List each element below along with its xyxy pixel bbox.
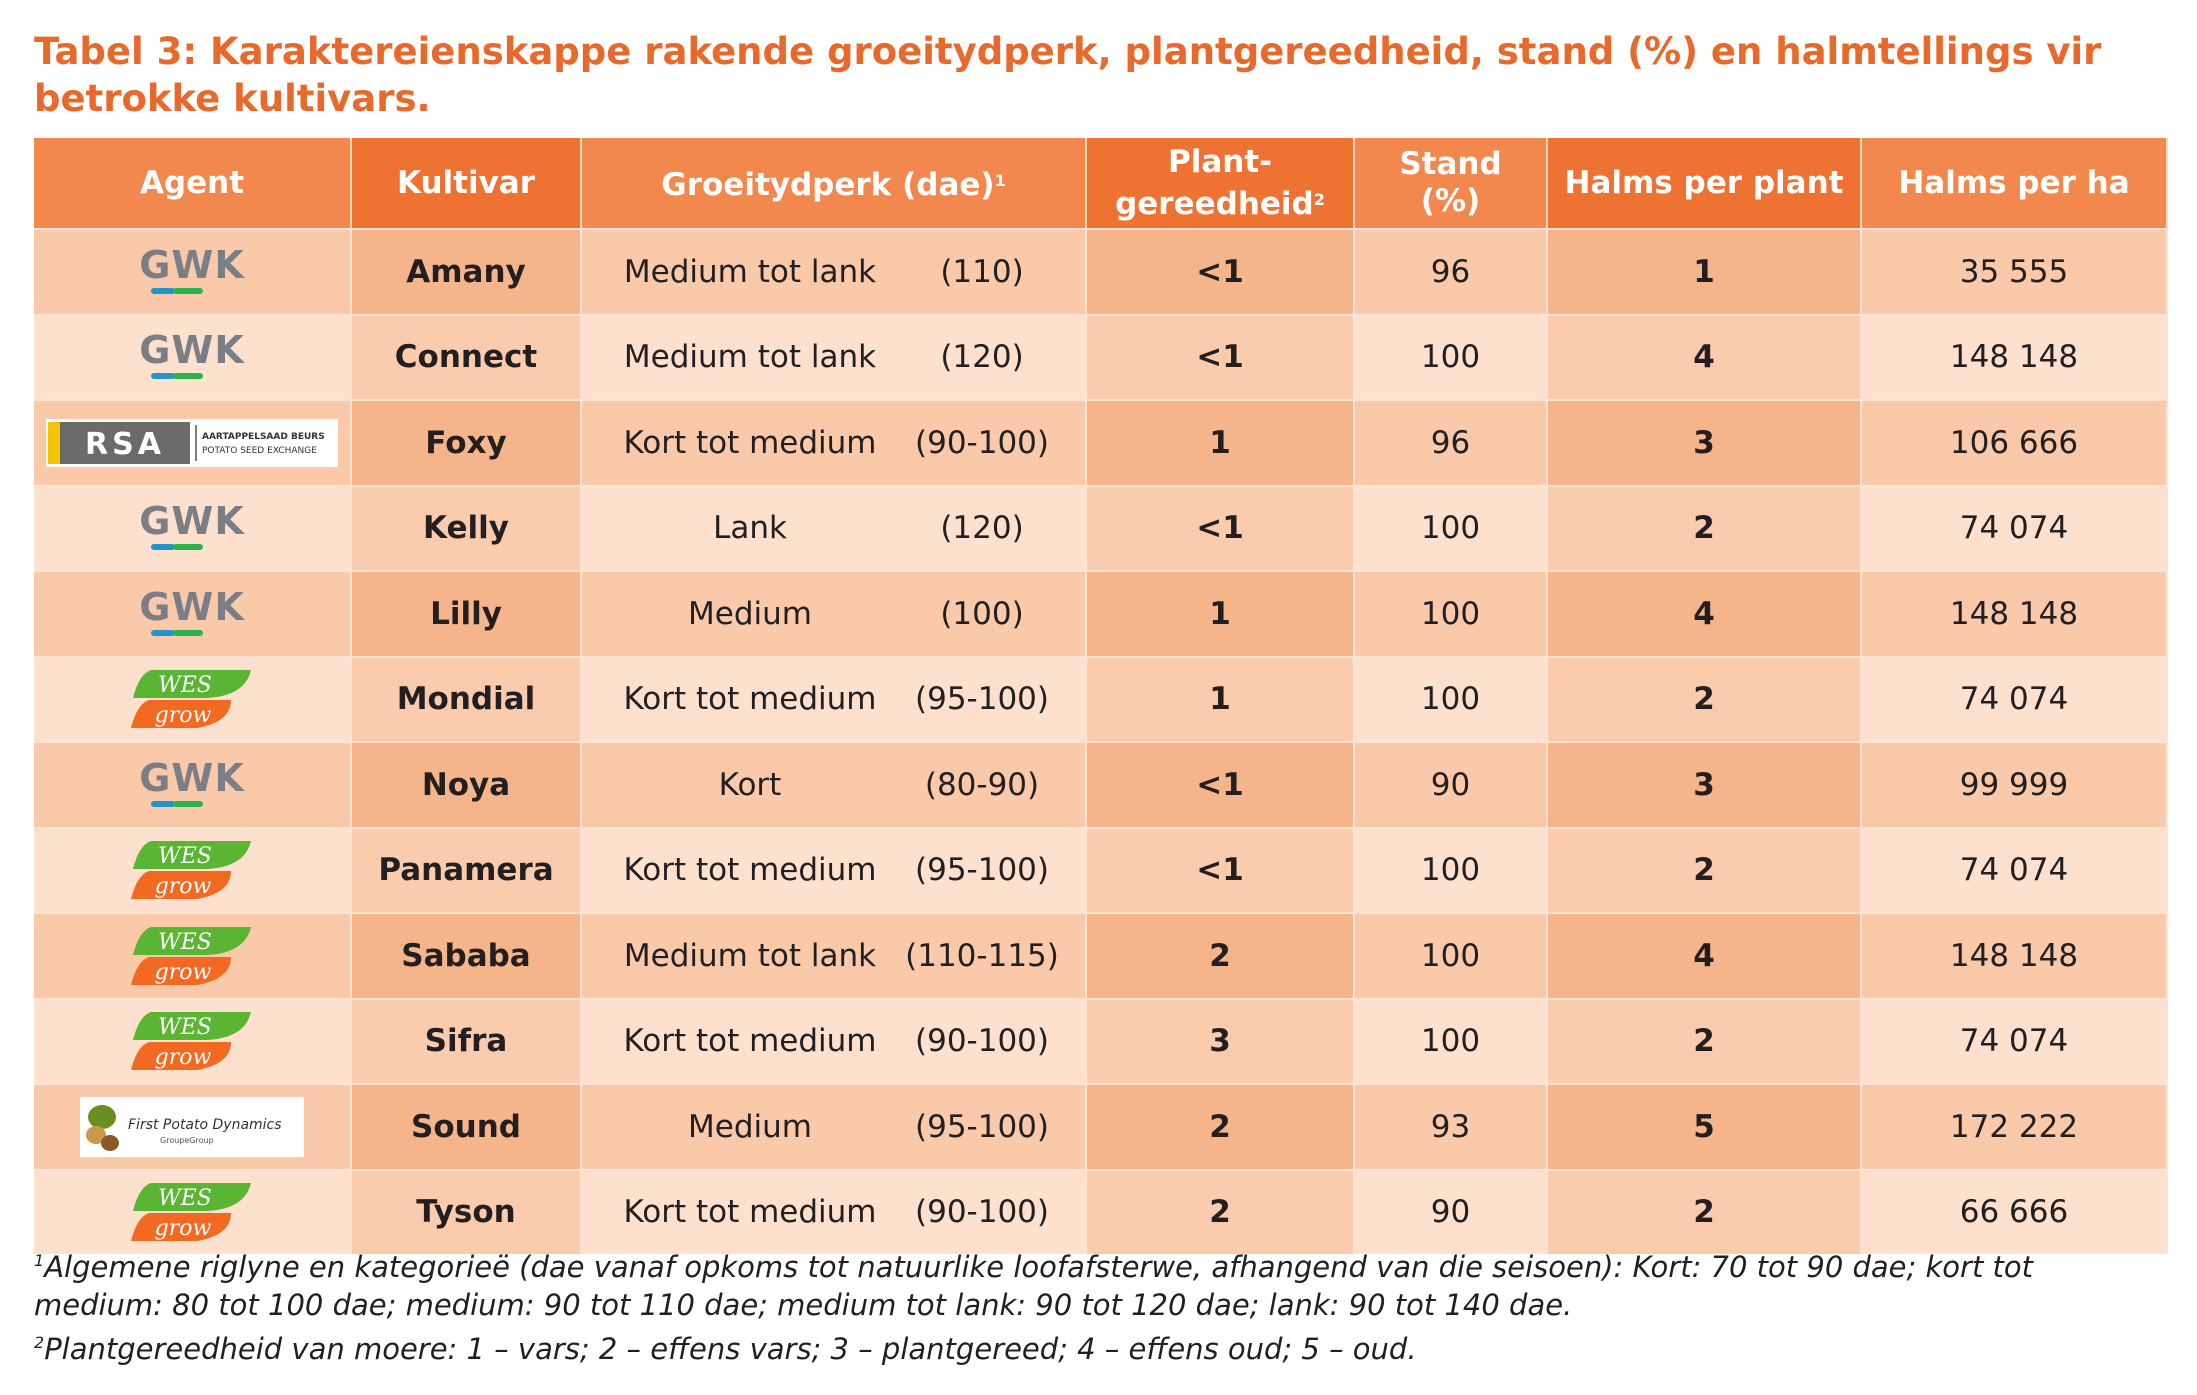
kultivar-cell: Noya <box>351 742 581 828</box>
groeitydperk-cell <box>581 999 1086 1085</box>
table-title: Tabel 3: Karaktereienskappe rakende groeitydperk, plantgereedheid, stand (%) en halmtellings vir betrokke kultivars. <box>34 30 2102 120</box>
halms-per-plant-cell: 2 <box>1547 1170 1861 1255</box>
plantgereedheid-cell: <1 <box>1086 486 1354 572</box>
halms-per-plant-cell: 4 <box>1547 571 1861 657</box>
agent-cell <box>34 229 351 315</box>
stand-cell: 100 <box>1354 657 1547 743</box>
footnote-1: $^1$Algemene riglyne en kategorieë (dae vanaf opkoms tot natuurlike loofafsterwe, afhangend van die seisoen): Kort: 70 tot 90 dae; kort tot medium: 80 tot 100 dae; medium: 90 tot 110 dae; medium tot lank: 90 tot 120 dae; lank: 90 tot 140 dae. <box>34 1250 2034 1322</box>
rsa-logo <box>46 419 338 467</box>
svg-text:grow: grow <box>154 959 212 985</box>
gwk-logo <box>137 500 247 556</box>
halms-per-ha-cell: 106 666 <box>1861 400 2167 486</box>
svg-text:WES: WES <box>158 1186 212 1212</box>
svg-text:WES: WES <box>158 1015 212 1041</box>
stand-cell: 90 <box>1354 742 1547 828</box>
gwk-logo-text: GWK <box>139 243 245 287</box>
halms-per-ha-cell: 74 074 <box>1861 828 2167 914</box>
plantgereedheid-cell: 2 <box>1086 1084 1354 1170</box>
growth-days: (95-100) <box>915 852 1049 889</box>
wesgrow-logo <box>127 666 257 732</box>
plantgereedheid-cell: 2 <box>1086 913 1354 999</box>
header-halms-per-ha: Halms per ha <box>1861 138 2167 229</box>
kultivar-cell: Sound <box>351 1084 581 1170</box>
stand-cell: 100 <box>1354 486 1547 572</box>
table-row <box>34 571 2167 657</box>
agent-cell <box>34 571 351 657</box>
kultivar-cell: Tyson <box>351 1170 581 1255</box>
header-halms-per-plant: Halms per plant <box>1547 138 1861 229</box>
stand-cell: 93 <box>1354 1084 1547 1170</box>
plantgereedheid-cell: 3 <box>1086 999 1354 1085</box>
table-row <box>34 913 2167 999</box>
growth-category: Medium tot lank <box>623 937 877 974</box>
plantgereedheid-cell: <1 <box>1086 742 1354 828</box>
agent-cell <box>34 1084 351 1170</box>
agent-cell <box>34 315 351 401</box>
gwk-logo <box>137 244 247 300</box>
growth-category: Kort tot medium <box>623 681 877 718</box>
halms-per-ha-cell: 66 666 <box>1861 1170 2167 1255</box>
stand-cell: 90 <box>1354 1170 1547 1255</box>
stand-cell: 96 <box>1354 400 1547 486</box>
growth-days: (80-90) <box>924 766 1040 803</box>
agent-cell <box>34 828 351 914</box>
halms-per-plant-cell: 3 <box>1547 400 1861 486</box>
svg-text:RSA: RSA <box>85 426 165 462</box>
header-plantgereedheid: Plant- gereedheid$^2$ <box>1086 138 1354 229</box>
stand-cell: 96 <box>1354 229 1547 315</box>
growth-category: Kort tot medium <box>623 424 877 461</box>
halms-per-ha-cell: 74 074 <box>1861 657 2167 743</box>
halms-per-ha-cell: 148 148 <box>1861 913 2167 999</box>
table-row <box>34 229 2167 315</box>
cultivar-table <box>34 138 2168 1254</box>
table-row <box>34 657 2167 743</box>
gwk-logo <box>137 586 247 642</box>
table-row <box>34 486 2167 572</box>
groeitydperk-cell <box>581 742 1086 828</box>
growth-days: (100) <box>940 595 1024 632</box>
groeitydperk-cell <box>581 571 1086 657</box>
groeitydperk-cell <box>581 486 1086 572</box>
svg-text:WES: WES <box>158 673 212 699</box>
header-groeitydperk: Groeitydperk (dae)$^1$ <box>581 138 1086 229</box>
gwk-logo <box>137 329 247 385</box>
growth-days: (95-100) <box>915 681 1049 718</box>
plantgereedheid-cell: <1 <box>1086 828 1354 914</box>
svg-text:GroupeGroup: GroupeGroup <box>160 1135 214 1145</box>
footnotes <box>34 1242 2164 1368</box>
growth-days: (120) <box>940 510 1024 547</box>
halms-per-plant-cell: 2 <box>1547 657 1861 743</box>
plantgereedheid-cell: <1 <box>1086 229 1354 315</box>
svg-text:AARTAPPELSAAD BEURS: AARTAPPELSAAD BEURS <box>202 431 325 442</box>
kultivar-cell: Panamera <box>351 828 581 914</box>
groeitydperk-cell <box>581 229 1086 315</box>
growth-days: (90-100) <box>915 1023 1049 1060</box>
wesgrow-logo <box>127 1008 257 1074</box>
svg-text:grow: grow <box>154 703 212 729</box>
kultivar-cell: Mondial <box>351 657 581 743</box>
halms-per-plant-cell: 2 <box>1547 486 1861 572</box>
agent-cell <box>34 742 351 828</box>
plantgereedheid-cell: 2 <box>1086 1170 1354 1255</box>
growth-category: Medium <box>688 595 812 632</box>
svg-text:grow: grow <box>154 874 212 900</box>
growth-days: (110-115) <box>905 937 1059 974</box>
stand-cell: 100 <box>1354 828 1547 914</box>
halms-per-ha-cell: 148 148 <box>1861 571 2167 657</box>
gwk-logo <box>137 757 247 813</box>
table-row <box>34 315 2167 401</box>
kultivar-cell: Foxy <box>351 400 581 486</box>
kultivar-cell: Amany <box>351 229 581 315</box>
header-agent: Agent <box>34 138 351 229</box>
stand-cell: 100 <box>1354 571 1547 657</box>
agent-cell <box>34 999 351 1085</box>
kultivar-cell: Kelly <box>351 486 581 572</box>
svg-text:WES: WES <box>158 929 212 955</box>
halms-per-ha-cell: 35 555 <box>1861 229 2167 315</box>
groeitydperk-cell <box>581 828 1086 914</box>
stand-cell: 100 <box>1354 999 1547 1085</box>
kultivar-cell: Lilly <box>351 571 581 657</box>
wesgrow-logo <box>127 923 257 989</box>
gwk-logo-text: GWK <box>139 585 245 629</box>
halms-per-plant-cell: 3 <box>1547 742 1861 828</box>
footnote-2: $^2$Plantgereedheid van moere: 1 – vars; 2 – effens vars; 3 – plantgereed; 4 – effens oud; 5 – oud. <box>34 1332 1417 1366</box>
growth-days: (90-100) <box>915 424 1049 461</box>
growth-days: (90-100) <box>915 1194 1049 1231</box>
table-row <box>34 1084 2167 1170</box>
kultivar-cell: Sifra <box>351 999 581 1085</box>
first-potato-dynamics-logo <box>80 1097 304 1157</box>
groeitydperk-cell <box>581 657 1086 743</box>
halms-per-ha-cell: 99 999 <box>1861 742 2167 828</box>
growth-category: Kort tot medium <box>623 852 877 889</box>
table-row <box>34 400 2167 486</box>
wesgrow-logo <box>127 1179 257 1245</box>
halms-per-plant-cell: 2 <box>1547 999 1861 1085</box>
growth-category: Medium tot lank <box>623 253 877 290</box>
gwk-logo-text: GWK <box>139 500 245 544</box>
agent-cell <box>34 486 351 572</box>
halms-per-ha-cell: 74 074 <box>1861 486 2167 572</box>
growth-category: Kort <box>718 766 782 803</box>
growth-days: (110) <box>940 253 1024 290</box>
growth-category: Kort tot medium <box>623 1023 877 1060</box>
growth-days: (120) <box>940 339 1024 376</box>
agent-cell <box>34 913 351 999</box>
wesgrow-logo <box>127 837 257 903</box>
plantgereedheid-cell: 1 <box>1086 571 1354 657</box>
svg-text:First Potato Dynamics: First Potato Dynamics <box>128 1116 282 1133</box>
groeitydperk-cell <box>581 400 1086 486</box>
gwk-logo-text: GWK <box>139 756 245 800</box>
kultivar-cell: Sababa <box>351 913 581 999</box>
svg-text:grow: grow <box>154 1045 212 1071</box>
svg-text:WES: WES <box>158 844 212 870</box>
groeitydperk-cell <box>581 315 1086 401</box>
halms-per-plant-cell: 1 <box>1547 229 1861 315</box>
growth-category: Lank <box>713 510 787 547</box>
table-row <box>34 999 2167 1085</box>
header-kultivar: Kultivar <box>351 138 581 229</box>
groeitydperk-cell <box>581 1084 1086 1170</box>
halms-per-plant-cell: 2 <box>1547 828 1861 914</box>
table-row <box>34 828 2167 914</box>
plantgereedheid-cell: 1 <box>1086 400 1354 486</box>
svg-text:POTATO SEED EXCHANGE: POTATO SEED EXCHANGE <box>202 445 317 456</box>
table-header-row <box>34 138 2167 229</box>
agent-cell <box>34 657 351 743</box>
halms-per-ha-cell: 148 148 <box>1861 315 2167 401</box>
halms-per-plant-cell: 5 <box>1547 1084 1861 1170</box>
plantgereedheid-cell: <1 <box>1086 315 1354 401</box>
gwk-logo-text: GWK <box>139 329 245 373</box>
svg-text:grow: grow <box>154 1216 212 1242</box>
stand-cell: 100 <box>1354 315 1547 401</box>
header-stand: Stand (%) <box>1354 138 1547 229</box>
kultivar-cell: Connect <box>351 315 581 401</box>
halms-per-plant-cell: 4 <box>1547 315 1861 401</box>
table-row <box>34 742 2167 828</box>
halms-per-plant-cell: 4 <box>1547 913 1861 999</box>
growth-category: Kort tot medium <box>623 1194 877 1231</box>
halms-per-ha-cell: 172 222 <box>1861 1084 2167 1170</box>
growth-days: (95-100) <box>915 1108 1049 1145</box>
plantgereedheid-cell: 1 <box>1086 657 1354 743</box>
stand-cell: 100 <box>1354 913 1547 999</box>
groeitydperk-cell <box>581 913 1086 999</box>
agent-cell <box>34 400 351 486</box>
growth-category: Medium <box>688 1108 812 1145</box>
growth-category: Medium tot lank <box>623 339 877 376</box>
halms-per-ha-cell: 74 074 <box>1861 999 2167 1085</box>
